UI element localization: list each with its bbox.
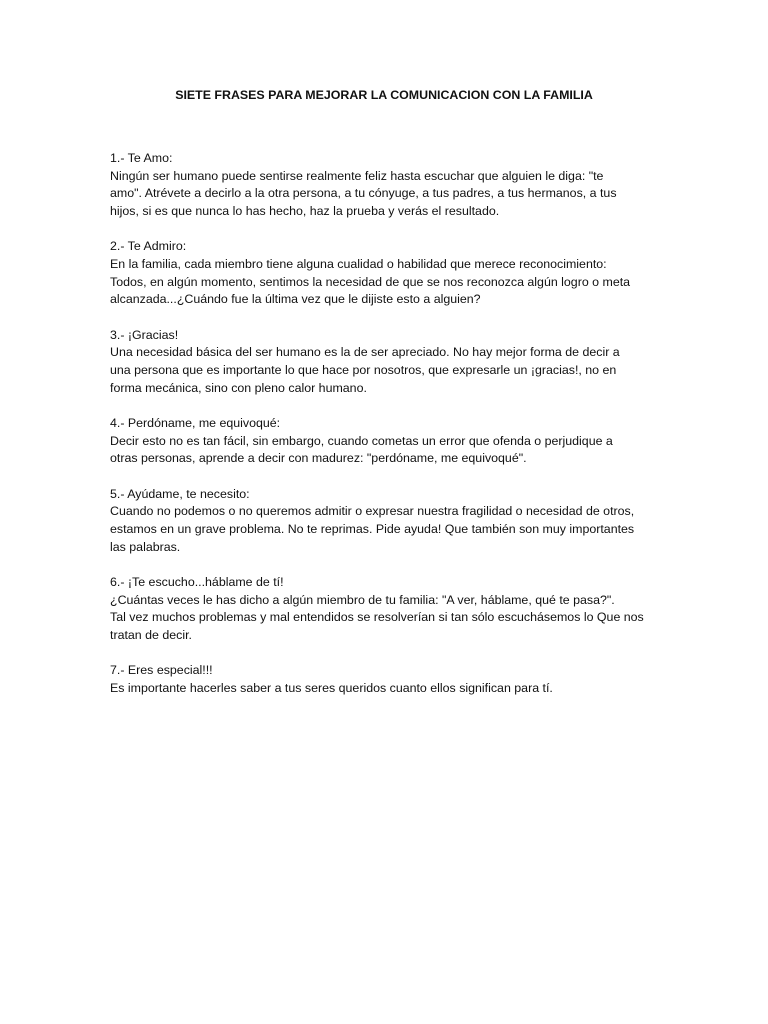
section-line: Cuando no podemos o no queremos admitir o expresar nuestra fragilidad o necesidad de otros,: [110, 504, 635, 519]
section-line: tratan de decir.: [110, 627, 192, 642]
section-5: [110, 486, 670, 557]
section-line: ¿Cuántas veces le has dicho a algún miembro de tu familia: "A ver, háblame, qué te pasa?".: [110, 592, 615, 607]
section-line: amo". Atrévete a decirlo a la otra persona, a tu cónyuge, a tus padres, a tus hermanos, a tus: [110, 186, 617, 201]
section-heading: 3.- ¡Gracias!: [110, 327, 179, 342]
section-line: Es importante hacerles saber a tus seres queridos cuanto ellos significan para tí.: [110, 680, 553, 695]
document-body: [110, 150, 670, 715]
section-heading: 5.- Ayúdame, te necesito:: [110, 486, 250, 501]
section-heading: 2.- Te Admiro:: [110, 239, 187, 254]
section-line: una persona que es importante lo que hace por nosotros, que expresarle un ¡gracias!, no en: [110, 363, 617, 378]
section-4: [110, 415, 670, 468]
section-line: forma mecánica, sino con pleno calor humano.: [110, 380, 367, 395]
section-line: Tal vez muchos problemas y mal entendidos se resolverían si tan sólo escuchásemos lo Que nos: [110, 610, 644, 625]
section-line: Decir esto no es tan fácil, sin embargo, cuando cometas un error que ofenda o perjudique a: [110, 433, 613, 448]
section-3: [110, 327, 670, 398]
section-line: otras personas, aprende a decir con madurez: "perdóname, me equivoqué".: [110, 451, 527, 466]
document-title: SIETE FRASES PARA MEJORAR LA COMUNICACION CON LA FAMILIA: [175, 88, 593, 102]
section-heading: 7.- Eres especial!!!: [110, 663, 213, 678]
section-heading: 6.- ¡Te escucho...háblame de tí!: [110, 574, 284, 589]
section-1: [110, 150, 670, 221]
section-line: estamos en un grave problema. No te reprimas. Pide ayuda! Que también son muy importantes: [110, 521, 635, 536]
section-7: [110, 662, 670, 697]
section-2: [110, 238, 670, 309]
section-heading: 4.- Perdóname, me equivoqué:: [110, 415, 281, 430]
section-line: Todos, en algún momento, sentimos la necesidad de que se nos reconozca algún logro o meta: [110, 274, 631, 289]
section-line: En la familia, cada miembro tiene alguna cualidad o habilidad que merece reconocimiento:: [110, 257, 607, 272]
section-line: Una necesidad básica del ser humano es la de ser apreciado. No hay mejor forma de decir a: [110, 345, 620, 360]
section-line: hijos, si es que nunca lo has hecho, haz la prueba y verás el resultado.: [110, 204, 500, 219]
section-line: alcanzada...¿Cuándo fue la última vez que le dijiste esto a alguien?: [110, 292, 481, 307]
section-line: Ningún ser humano puede sentirse realmente feliz hasta escuchar que alguien le diga: "te: [110, 168, 604, 183]
section-heading: 1.- Te Amo:: [110, 151, 173, 165]
section-6: [110, 574, 670, 645]
section-line: las palabras.: [110, 539, 181, 554]
